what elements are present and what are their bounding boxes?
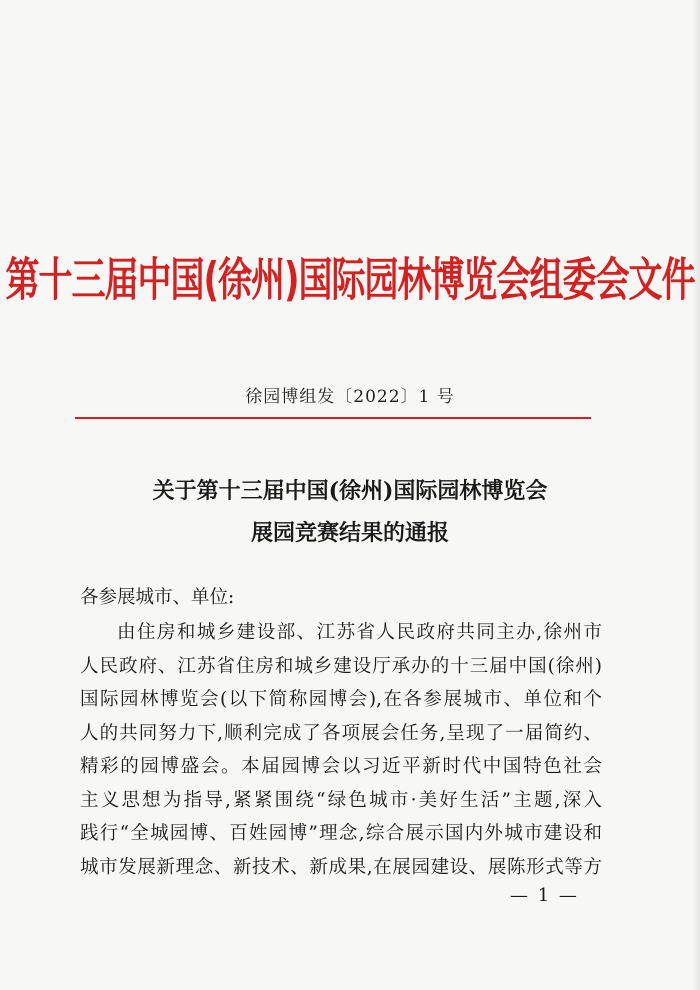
- body-line: 主义思想为指导,紧紧围绕“绿色城市·美好生活”主题,深入: [80, 789, 602, 811]
- document-title-line-2: 展园竞赛结果的通报: [250, 520, 449, 546]
- body-line: 由住房和城乡建设部、江苏省人民政府共同主办,徐州市: [117, 622, 602, 643]
- salutation: 各参展城市、单位:: [80, 587, 235, 608]
- document-header-title: 第十三届中国(徐州)国际园林博览会组委会文件: [5, 253, 695, 308]
- document-number: 徐园博组发〔2022〕1 号: [245, 387, 455, 407]
- page-number: — 1 —: [510, 885, 579, 906]
- body-line: 践行“全城园博、百姓园博”理念,综合展示国内外城市建设和: [80, 823, 602, 844]
- body-line: 人民政府、江苏省住房和城乡建设厅承办的十三届中国(徐州): [80, 655, 602, 677]
- body-line: 精彩的园博盛会。本届园博会以习近平新时代中国特色社会: [80, 756, 602, 777]
- document-title-line-1: 关于第十三届中国(徐州)国际园林博览会: [152, 478, 548, 504]
- body-paragraph: [80, 616, 602, 884]
- red-divider-line: [75, 417, 591, 419]
- body-line: 人的共同努力下,顺利完成了各项展会任务,呈现了一届简约、: [80, 722, 602, 744]
- document-title: [0, 470, 700, 554]
- body-line: 城市发展新理念、新技术、新成果,在展园建设、展陈形式等方: [80, 856, 602, 878]
- body-line: 国际园林博览会(以下简称园博会),在各参展城市、单位和个: [80, 689, 602, 710]
